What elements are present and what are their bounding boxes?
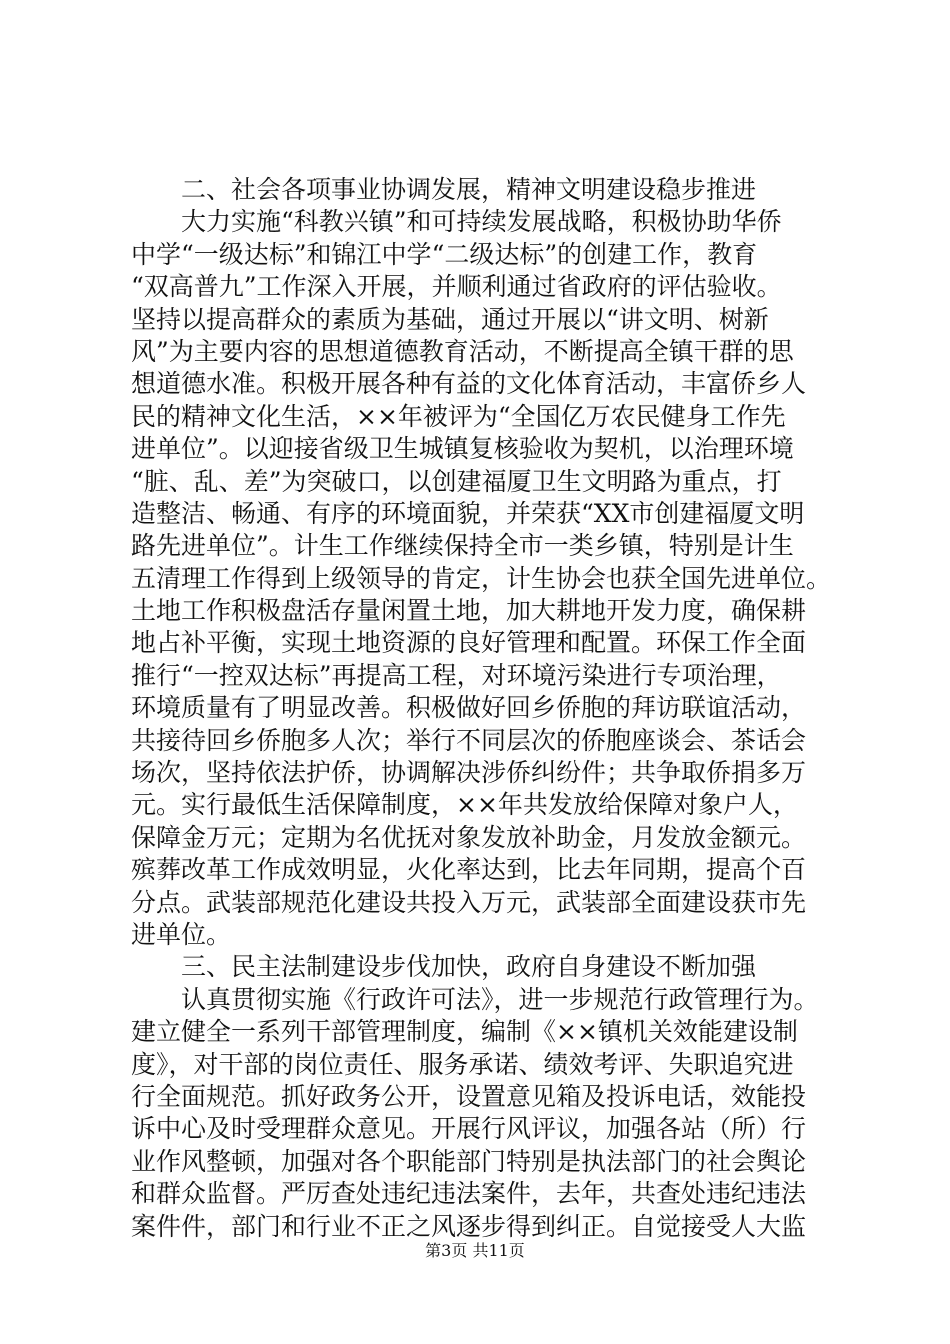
paragraph-line: 想道德水准。积极开展各种有益的文化体育活动，丰富侨乡人 (131, 369, 807, 399)
paragraph-line: 和群众监督。严厉查处违纪违法案件，去年，共查处违纪违法 (131, 1179, 807, 1209)
page-footer: 第3页 共11页 (425, 1241, 525, 1260)
section-heading: 三、民主法制建设步伐加快，政府自身建设不断加强 (181, 952, 757, 982)
paragraph-line: 认真贯彻实施《行政许可法》，进一步规范行政管理行为。 (181, 984, 819, 1014)
paragraph-line: 共接待回乡侨胞多人次；举行不同层次的侨胞座谈会、茶话会 (131, 725, 807, 755)
paragraph-line: 业作风整顿，加强对各个职能部门特别是执法部门的社会舆论 (131, 1146, 807, 1176)
paragraph-line: 保障金万元；定期为名优抚对象发放补助金，月发放金额元。 (131, 822, 807, 852)
paragraph-line: 大力实施“科教兴镇”和可持续发展战略，积极协助华侨 (181, 207, 782, 237)
paragraph-line: 度》，对干部的岗位责任、服务承诺、绩效考评、失职追究进 (131, 1049, 794, 1079)
paragraph-line: 分点。武装部规范化建设共投入万元，武装部全面建设获市先 (131, 887, 807, 917)
paragraph-line: 土地工作积极盘活存量闲置土地，加大耕地开发力度，确保耕 (131, 596, 807, 626)
paragraph-line: 坚持以提高群众的素质为基础，通过开展以“讲文明、树新 (131, 304, 769, 334)
paragraph-line: 进单位”。以迎接省级卫生城镇复核验收为契机，以治理环境 (131, 434, 794, 464)
paragraph-line: 殡葬改革工作成效明显，火化率达到，比去年同期，提高个百 (131, 855, 807, 885)
paragraph-line: 民的精神文化生活，××年被评为“全国亿万农民健身工作先 (131, 401, 786, 431)
paragraph-line: 诉中心及时受理群众意见。开展行风评议，加强各站（所）行 (131, 1114, 807, 1144)
paragraph-line: 元。实行最低生活保障制度，××年共发放给保障对象户人， (131, 790, 798, 820)
paragraph-line: 建立健全一系列干部管理制度，编制《××镇机关效能建设制 (131, 1017, 798, 1047)
paragraph-line: 风”为主要内容的思想道德教育活动，不断提高全镇干群的思 (131, 336, 794, 366)
paragraph-line: 环境质量有了明显改善。积极做好回乡侨胞的拜访联谊活动， (131, 693, 807, 723)
paragraph-line: 中学“一级达标”和锦江中学“二级达标”的创建工作，教育 (131, 239, 758, 269)
paragraph-line: 推行“一控双达标”再提高工程，对环境污染进行专项治理， (131, 660, 782, 690)
paragraph-line: 五清理工作得到上级领导的肯定，计生协会也获全国先进单位。 (131, 563, 832, 593)
document-body (131, 174, 832, 1243)
paragraph-line: “脏、乱、差”为突破口，以创建福厦卫生文明路为重点，打 (131, 466, 782, 496)
paragraph-line: 造整洁、畅通、有序的环境面貌，并荣获“XX市创建福厦文明 (131, 498, 805, 528)
paragraph-line: 场次，坚持依法护侨，协调解决涉侨纠纷件；共争取侨捐多万 (131, 758, 807, 788)
section-heading: 二、社会各项事业协调发展，精神文明建设稳步推进 (181, 175, 757, 204)
paragraph-line: 案件件，部门和行业不正之风逐步得到纠正。自觉接受人大监 (131, 1211, 807, 1241)
paragraph-line: 地占补平衡，实现土地资源的良好管理和配置。环保工作全面 (131, 628, 807, 658)
paragraph-line: 进单位。 (131, 919, 232, 949)
paragraph-line: 行全面规范。抓好政务公开，设置意见箱及投诉电话，效能投 (131, 1081, 807, 1111)
paragraph-line: 路先进单位”。计生工作继续保持全市一类乡镇，特别是计生 (131, 531, 794, 561)
paragraph-line: “双高普九”工作深入开展，并顺利通过省政府的评估验收。 (131, 272, 782, 302)
